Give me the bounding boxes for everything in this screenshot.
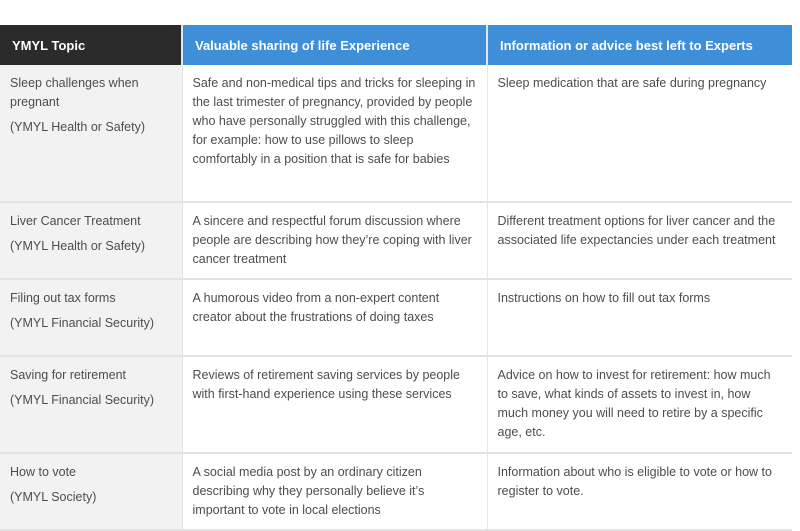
topic-cell <box>0 65 182 202</box>
expert-cell: Different treatment options for liver cancer and the associated life expectancies under each treatment <box>487 202 792 279</box>
expert-cell: Information about who is eligible to vote or how to register to vote. <box>487 453 792 530</box>
sharing-cell: A humorous video from a non-expert content creator about the frustrations of doing taxes <box>182 279 487 356</box>
topic-cell <box>0 279 182 356</box>
expert-cell: Instructions on how to fill out tax forms <box>487 279 792 356</box>
topic-category: (YMYL Financial Security) <box>10 316 155 330</box>
topic-cell <box>0 356 182 453</box>
table-row <box>0 356 792 453</box>
topic-category: (YMYL Health or Safety) <box>10 120 146 134</box>
sharing-cell: A social media post by an ordinary citizen describing why they personally believe it’s important to vote in local elections <box>182 453 487 530</box>
topic-name: Liver Cancer Treatment <box>10 214 141 228</box>
table-row <box>0 279 792 356</box>
topic-name: How to vote <box>10 465 77 479</box>
header-life-experience: Valuable sharing of life Experience <box>182 25 487 65</box>
table-row <box>0 202 792 279</box>
topic-category: (YMYL Society) <box>10 490 97 504</box>
sharing-cell: Reviews of retirement saving services by people with first-hand experience using these services <box>182 356 487 453</box>
expert-cell: Advice on how to invest for retirement: how much to save, what kinds of assets to invest in, how much money you will need to retire by a specific age, etc. <box>487 356 792 453</box>
topic-category: (YMYL Financial Security) <box>10 393 155 407</box>
topic-cell <box>0 453 182 530</box>
topic-category: (YMYL Health or Safety) <box>10 239 146 253</box>
topic-name: Saving for retirement <box>10 368 127 382</box>
topic-cell <box>0 202 182 279</box>
table-header-row <box>0 25 792 65</box>
expert-cell: Sleep medication that are safe during pregnancy <box>487 65 792 202</box>
table-row <box>0 453 792 530</box>
sharing-cell: Safe and non-medical tips and tricks for sleeping in the last trimester of pregnancy, provided by people who have personally struggled with this challenge, for example: how to use pillows to sleep comfortably in a position that is safe for babies <box>182 65 487 202</box>
table-row <box>0 65 792 202</box>
topic-name: Sleep challenges when pregnant <box>10 76 139 109</box>
ymyl-examples-table <box>0 25 792 531</box>
sharing-cell: A sincere and respectful forum discussion where people are describing how they’re coping with liver cancer treatment <box>182 202 487 279</box>
header-expert-advice: Information or advice best left to Experts <box>487 25 792 65</box>
topic-name: Filing out tax forms <box>10 291 116 305</box>
header-ymyl-topic: YMYL Topic <box>0 25 182 65</box>
